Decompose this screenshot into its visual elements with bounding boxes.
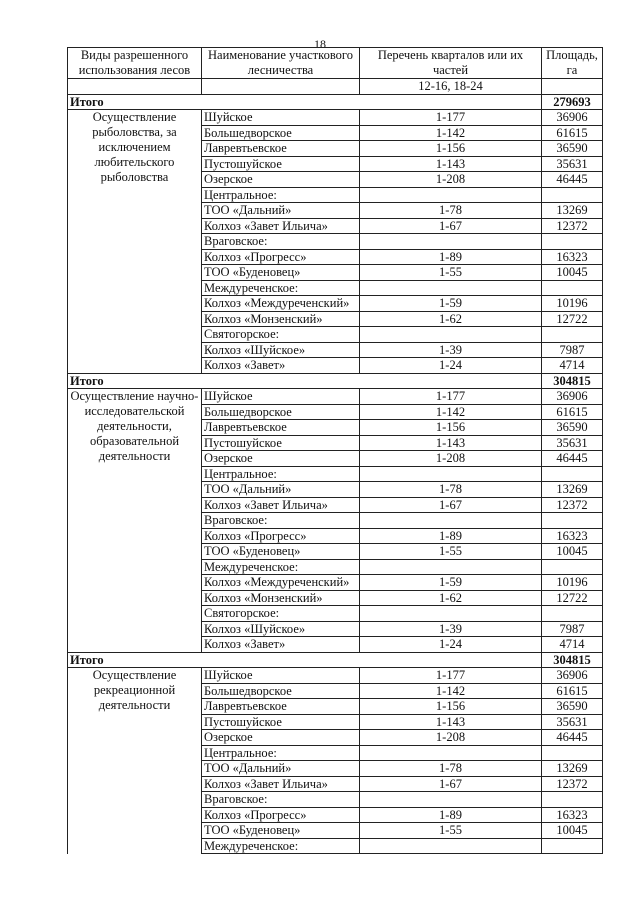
area-value	[542, 838, 603, 854]
quarters-range: 1-208	[360, 730, 542, 746]
quarters-range: 1-24	[360, 637, 542, 653]
forestry-name: Шуйское	[202, 110, 360, 126]
area-value	[542, 327, 603, 343]
forestry-name: Междуреченское:	[202, 838, 360, 854]
forestry-name: Колхоз «Монзенский»	[202, 311, 360, 327]
use-kind: Осуществление научно-исследовательской деятельности, образовательной деятельности	[68, 389, 202, 653]
quarters-range: 1-177	[360, 668, 542, 684]
quarters-range: 1-208	[360, 172, 542, 188]
area-value: 36590	[542, 699, 603, 715]
area-value: 4714	[542, 637, 603, 653]
quarters-range	[360, 559, 542, 575]
total-label: Итого	[68, 94, 542, 110]
header-area: Площадь, га	[542, 48, 603, 79]
quarters-range: 1-142	[360, 683, 542, 699]
area-value: 12722	[542, 311, 603, 327]
quarters-range: 1-177	[360, 110, 542, 126]
total-row	[68, 652, 603, 668]
area-value: 36906	[542, 110, 603, 126]
forestry-name: ТОО «Буденовец»	[202, 544, 360, 560]
quarters-range	[360, 234, 542, 250]
forestry-name: Междуреченское:	[202, 559, 360, 575]
forestry-name: ТОО «Буденовец»	[202, 265, 360, 281]
area-value: 35631	[542, 156, 603, 172]
forestry-name: Колхоз «Междуреченский»	[202, 575, 360, 591]
area-value: 7987	[542, 621, 603, 637]
total-label: Итого	[68, 373, 542, 389]
quarters-range: 1-156	[360, 420, 542, 436]
quarters-range: 1-208	[360, 451, 542, 467]
forestry-name: ТОО «Дальний»	[202, 203, 360, 219]
header-quarters: Перечень кварталов или их частей	[360, 48, 542, 79]
quarters-range: 1-55	[360, 265, 542, 281]
forestry-name: Враговское:	[202, 234, 360, 250]
area-value: 61615	[542, 404, 603, 420]
forestry-name: Колхоз «Шуйское»	[202, 621, 360, 637]
forestry-name: Враговское:	[202, 792, 360, 808]
area-value: 13269	[542, 482, 603, 498]
forestry-name: Колхоз «Завет»	[202, 358, 360, 374]
page-number: 18	[314, 37, 326, 51]
area-value: 16323	[542, 807, 603, 823]
quarters-range	[360, 792, 542, 808]
forestry-name: ТОО «Дальний»	[202, 482, 360, 498]
quarters-range	[360, 187, 542, 203]
forestry-name: Большедворское	[202, 683, 360, 699]
forestry-name: Колхоз «Прогресс»	[202, 249, 360, 265]
header-continuation-row	[68, 79, 603, 95]
forestry-name: Центральное:	[202, 745, 360, 761]
forestry-name: Колхоз «Завет Ильича»	[202, 776, 360, 792]
quarters-range: 1-89	[360, 249, 542, 265]
quarters-range: 1-143	[360, 714, 542, 730]
area-value	[542, 234, 603, 250]
forestry-name: Колхоз «Междуреченский»	[202, 296, 360, 312]
quarters-range: 1-67	[360, 218, 542, 234]
quarters-range: 1-78	[360, 203, 542, 219]
quarters-range: 1-62	[360, 590, 542, 606]
quarters-range: 1-39	[360, 342, 542, 358]
area-value	[542, 745, 603, 761]
forestry-name: Святогорское:	[202, 327, 360, 343]
quarters-range: 1-142	[360, 404, 542, 420]
forestry-name: Пустошуйское	[202, 156, 360, 172]
area-value: 4714	[542, 358, 603, 374]
area-value	[542, 187, 603, 203]
forestry-name: Большедворское	[202, 404, 360, 420]
area-value	[542, 280, 603, 296]
area-value: 12372	[542, 776, 603, 792]
area-value: 36590	[542, 141, 603, 157]
area-value: 12722	[542, 590, 603, 606]
quarters-range: 1-156	[360, 699, 542, 715]
area-value: 7987	[542, 342, 603, 358]
area-value: 10196	[542, 575, 603, 591]
quarters-range	[360, 466, 542, 482]
forestry-name: Колхоз «Завет Ильича»	[202, 218, 360, 234]
forestry-name: Колхоз «Шуйское»	[202, 342, 360, 358]
quarters-range	[360, 745, 542, 761]
forestry-name: Шуйское	[202, 668, 360, 684]
area-value: 46445	[542, 451, 603, 467]
empty-cell	[202, 79, 360, 95]
quarters-range: 1-59	[360, 296, 542, 312]
quarters-range: 1-143	[360, 435, 542, 451]
area-value: 36906	[542, 668, 603, 684]
total-row	[68, 94, 603, 110]
area-value: 12372	[542, 497, 603, 513]
forestry-name: Колхоз «Прогресс»	[202, 528, 360, 544]
forestry-name: Большедворское	[202, 125, 360, 141]
forestry-name: Пустошуйское	[202, 435, 360, 451]
area-value: 36590	[542, 420, 603, 436]
table-row	[68, 110, 603, 126]
area-value: 12372	[542, 218, 603, 234]
table-row	[68, 389, 603, 405]
quarters-range: 1-62	[360, 311, 542, 327]
area-value: 61615	[542, 125, 603, 141]
area-value: 35631	[542, 714, 603, 730]
forest-use-table	[67, 47, 603, 854]
quarters-range: 1-177	[360, 389, 542, 405]
forestry-name: Озерское	[202, 172, 360, 188]
quarters-range	[360, 838, 542, 854]
area-value: 13269	[542, 203, 603, 219]
forestry-name: Шуйское	[202, 389, 360, 405]
quarters-range: 1-39	[360, 621, 542, 637]
quarters-range: 1-142	[360, 125, 542, 141]
area-value	[542, 466, 603, 482]
forestry-name: Центральное:	[202, 187, 360, 203]
area-value: 36906	[542, 389, 603, 405]
header-forestry: Наименование участкового лесничества	[202, 48, 360, 79]
total-value: 279693	[542, 94, 603, 110]
quarters-range: 1-24	[360, 358, 542, 374]
area-value: 35631	[542, 435, 603, 451]
use-kind: Осуществление рекреационной деятельности	[68, 668, 202, 854]
forestry-name: Лавревтьевское	[202, 699, 360, 715]
total-label: Итого	[68, 652, 542, 668]
table-row	[68, 668, 603, 684]
empty-cell	[68, 79, 202, 95]
quarters-range: 1-78	[360, 761, 542, 777]
quarters-range	[360, 327, 542, 343]
quarters-range: 1-59	[360, 575, 542, 591]
quarters-range	[360, 606, 542, 622]
quarters-range: 1-89	[360, 528, 542, 544]
area-value: 13269	[542, 761, 603, 777]
header-kind: Виды разрешенного использования лесов	[68, 48, 202, 79]
header-row	[68, 48, 603, 79]
area-value	[542, 606, 603, 622]
forestry-name: Враговское:	[202, 513, 360, 529]
use-kind: Осуществление рыболовства, за исключением любительского рыболовства	[68, 110, 202, 374]
quarters-range	[360, 513, 542, 529]
quarters-range: 1-67	[360, 776, 542, 792]
quarters-range: 1-78	[360, 482, 542, 498]
area-value: 10196	[542, 296, 603, 312]
area-value: 46445	[542, 730, 603, 746]
area-value: 10045	[542, 823, 603, 839]
forestry-name: Колхоз «Завет»	[202, 637, 360, 653]
forestry-name: Лавревтьевское	[202, 141, 360, 157]
forestry-name: Колхоз «Монзенский»	[202, 590, 360, 606]
area-value: 16323	[542, 249, 603, 265]
area-value: 61615	[542, 683, 603, 699]
area-value	[542, 559, 603, 575]
forestry-name: Колхоз «Прогресс»	[202, 807, 360, 823]
forestry-name: Озерское	[202, 451, 360, 467]
total-row	[68, 373, 603, 389]
area-value	[542, 792, 603, 808]
quarters-range: 1-156	[360, 141, 542, 157]
forestry-name: ТОО «Буденовец»	[202, 823, 360, 839]
area-value: 16323	[542, 528, 603, 544]
quarters-range: 1-67	[360, 497, 542, 513]
quarters-range: 1-55	[360, 823, 542, 839]
forestry-name: Колхоз «Завет Ильича»	[202, 497, 360, 513]
forestry-name: Озерское	[202, 730, 360, 746]
quarters-range: 1-143	[360, 156, 542, 172]
empty-cell	[542, 79, 603, 95]
total-value: 304815	[542, 652, 603, 668]
forestry-name: Пустошуйское	[202, 714, 360, 730]
area-value	[542, 513, 603, 529]
forestry-name: Междуреченское:	[202, 280, 360, 296]
area-value: 10045	[542, 265, 603, 281]
quarters-range	[360, 280, 542, 296]
forestry-name: ТОО «Дальний»	[202, 761, 360, 777]
forestry-name: Святогорское:	[202, 606, 360, 622]
top-quarters: 12-16, 18-24	[360, 79, 542, 95]
forestry-name: Лавревтьевское	[202, 420, 360, 436]
quarters-range: 1-55	[360, 544, 542, 560]
quarters-range: 1-89	[360, 807, 542, 823]
total-value: 304815	[542, 373, 603, 389]
forestry-name: Центральное:	[202, 466, 360, 482]
area-value: 46445	[542, 172, 603, 188]
area-value: 10045	[542, 544, 603, 560]
